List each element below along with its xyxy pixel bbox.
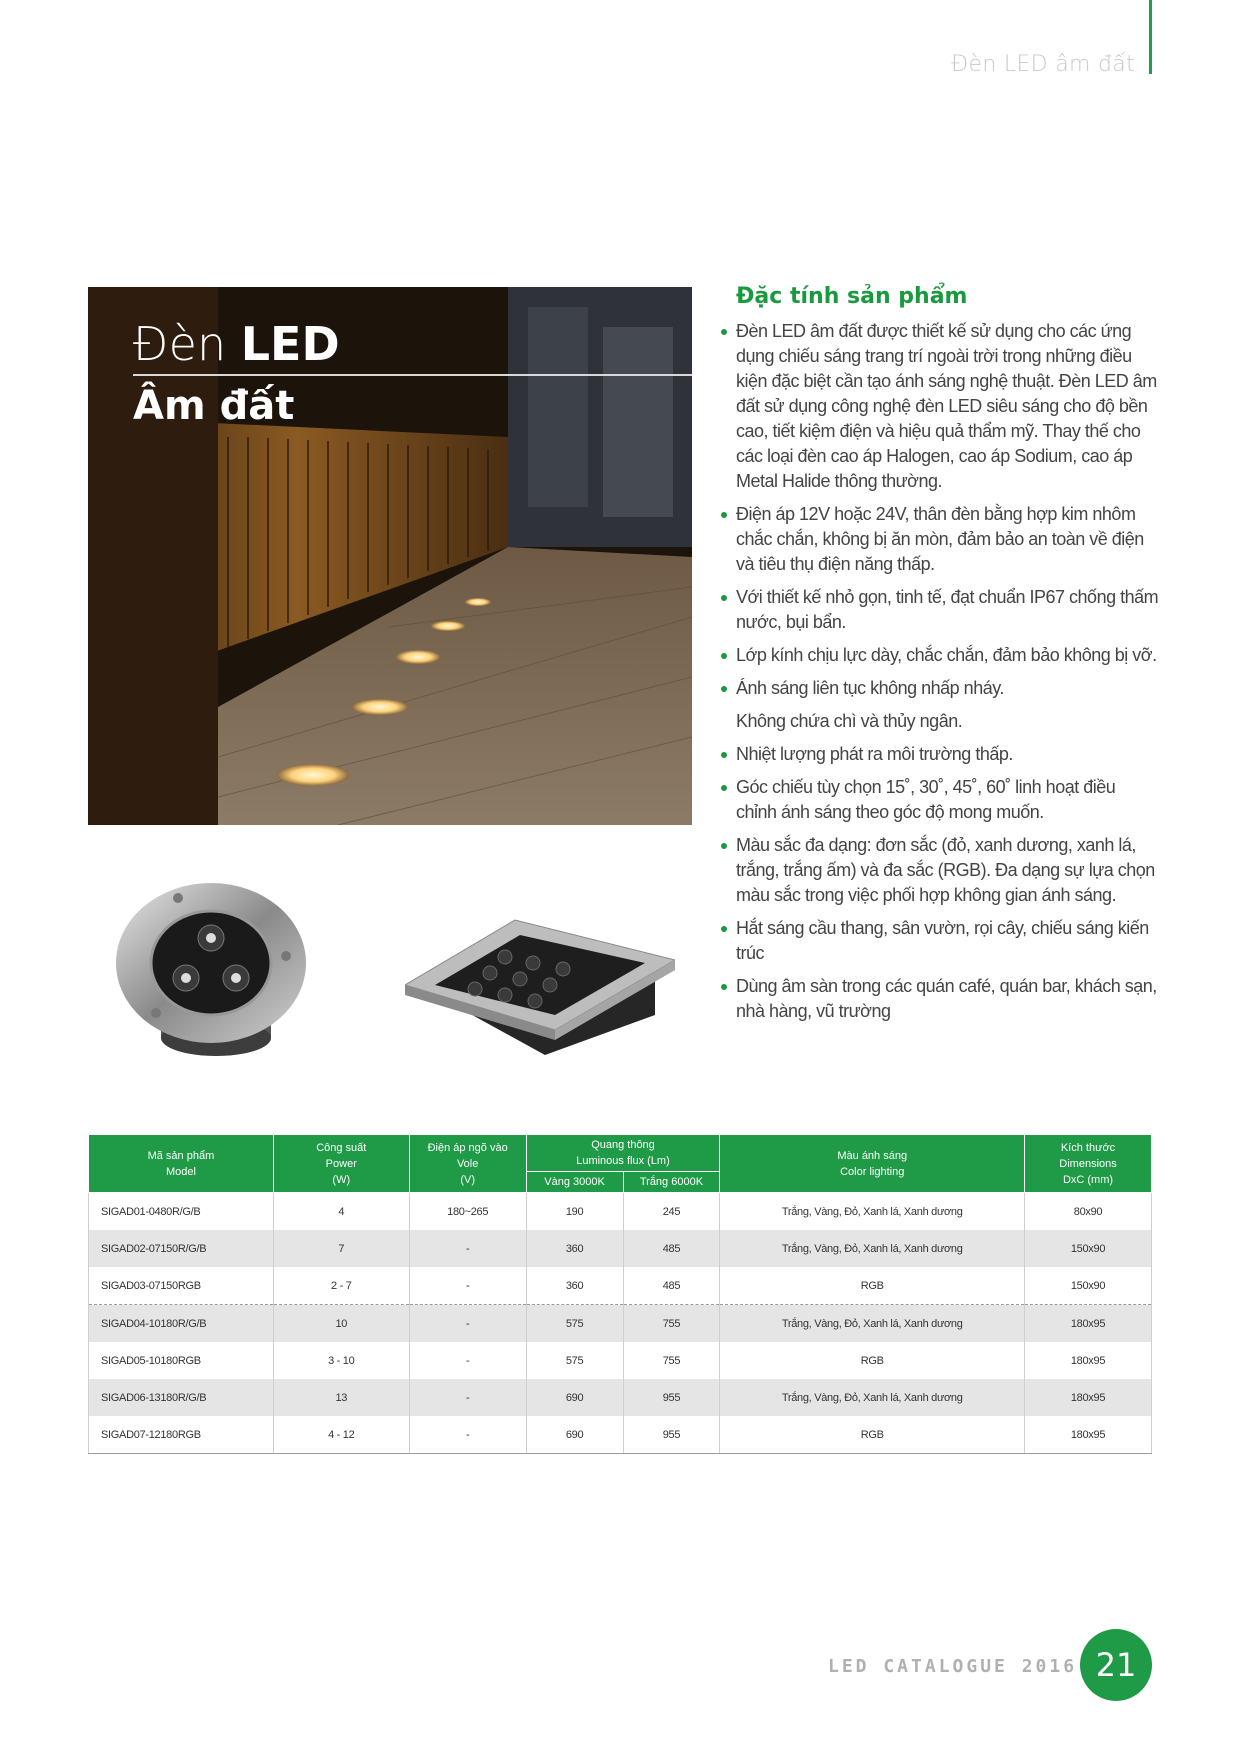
hero-title-light: Đèn [133, 317, 241, 371]
cell-flux-warm: 360 [526, 1230, 623, 1267]
cell-color: RGB [720, 1342, 1025, 1379]
header-flux-white: Trắng 6000K [623, 1172, 720, 1193]
header-dimensions: Kích thước Dimensions DxC (mm) [1025, 1135, 1152, 1193]
square-led-product-image [405, 905, 675, 1075]
cell-voltage: - [409, 1416, 526, 1454]
header-model: Mã sản phẩm Model [89, 1135, 274, 1193]
cell-dimensions: 180x95 [1025, 1379, 1152, 1416]
table-row [89, 1305, 1152, 1343]
cell-power: 10 [273, 1305, 409, 1343]
feature-item: Điện áp 12V hoặc 24V, thân đèn bằng hợp kim nhôm chắc chắn, không bị ăn mòn, đảm bảo an toàn về điện và tiêu thụ điện năng thấp. [719, 502, 1159, 577]
feature-item: Góc chiếu tùy chọn 15˚, 30˚, 45˚, 60˚ linh hoạt điều chỉnh ánh sáng theo góc độ mong muốn. [719, 775, 1159, 825]
cell-voltage: - [409, 1267, 526, 1305]
feature-item: Với thiết kế nhỏ gọn, tinh tế, đạt chuẩn IP67 chống thấm nước, bụi bẩn. [719, 585, 1159, 635]
cell-model: SIGAD07-12180RGB [89, 1416, 274, 1454]
catalogue-label: LED CATALOGUE 2016 [828, 1656, 1078, 1677]
cell-voltage: 180~265 [409, 1193, 526, 1231]
cell-color: RGB [720, 1416, 1025, 1454]
header-color: Màu ánh sáng Color lighting [720, 1135, 1025, 1193]
feature-item: Màu sắc đa dạng: đơn sắc (đỏ, xanh dương, xanh lá, trắng, trắng ấm) và đa sắc (RGB). Đa dạng sự lựa chọn màu sắc trong việc phối hợp không gian ánh sáng. [719, 833, 1159, 908]
table-row [89, 1416, 1152, 1454]
cell-color: Trắng, Vàng, Đỏ, Xanh lá, Xanh dương [720, 1230, 1025, 1267]
cell-dimensions: 80x90 [1025, 1193, 1152, 1231]
round-led-product-image [116, 878, 316, 1078]
cell-color: Trắng, Vàng, Đỏ, Xanh lá, Xanh dương [720, 1305, 1025, 1343]
cell-flux-white: 755 [623, 1342, 720, 1379]
cell-voltage: - [409, 1379, 526, 1416]
section-title: Đèn LED âm đất [951, 52, 1135, 77]
feature-item: Dùng âm sàn trong các quán café, quán bar, khách sạn, nhà hàng, vũ trường [719, 974, 1159, 1024]
cell-dimensions: 180x95 [1025, 1342, 1152, 1379]
cell-flux-white: 955 [623, 1379, 720, 1416]
header-accent-bar [1149, 0, 1152, 74]
product-features [719, 280, 1159, 1032]
hero-title-bold: LED [240, 317, 340, 371]
cell-model: SIGAD03-07150RGB [89, 1267, 274, 1305]
cell-flux-warm: 575 [526, 1342, 623, 1379]
header-voltage: Điện áp ngõ vào Vole (V) [409, 1135, 526, 1193]
cell-flux-white: 485 [623, 1230, 720, 1267]
cell-flux-white: 955 [623, 1416, 720, 1454]
header-power: Công suất Power (W) [273, 1135, 409, 1193]
cell-power: 4 [273, 1193, 409, 1231]
header-luminous-flux: Quang thông Luminous flux (Lm) [526, 1135, 720, 1172]
cell-dimensions: 180x95 [1025, 1416, 1152, 1454]
feature-item: Nhiệt lượng phát ra môi trường thấp. [719, 742, 1159, 767]
hero-title [133, 317, 340, 371]
cell-voltage: - [409, 1342, 526, 1379]
cell-voltage: - [409, 1230, 526, 1267]
cell-color: Trắng, Vàng, Đỏ, Xanh lá, Xanh dương [720, 1379, 1025, 1416]
cell-flux-warm: 360 [526, 1267, 623, 1305]
features-title: Đặc tính sản phẩm [736, 284, 968, 309]
cell-flux-white: 755 [623, 1305, 720, 1343]
hero-divider [133, 374, 692, 376]
page-number: 21 [1080, 1629, 1152, 1701]
feature-item: Hắt sáng cầu thang, sân vườn, rọi cây, chiếu sáng kiến trúc [719, 916, 1159, 966]
feature-item: Không chứa chì và thủy ngân. [736, 711, 963, 731]
cell-model: SIGAD02-07150R/G/B [89, 1230, 274, 1267]
table-row [89, 1193, 1152, 1231]
cell-power: 13 [273, 1379, 409, 1416]
cell-dimensions: 180x95 [1025, 1305, 1152, 1343]
spec-table [88, 1134, 1152, 1454]
cell-power: 4 - 12 [273, 1416, 409, 1454]
cell-model: SIGAD01-0480R/G/B [89, 1193, 274, 1231]
cell-flux-white: 245 [623, 1193, 720, 1231]
cell-flux-warm: 690 [526, 1379, 623, 1416]
cell-dimensions: 150x90 [1025, 1230, 1152, 1267]
cell-model: SIGAD06-13180R/G/B [89, 1379, 274, 1416]
cell-model: SIGAD04-10180R/G/B [89, 1305, 274, 1343]
cell-power: 7 [273, 1230, 409, 1267]
table-row [89, 1267, 1152, 1305]
cell-flux-warm: 190 [526, 1193, 623, 1231]
cell-flux-white: 485 [623, 1267, 720, 1305]
cell-color: RGB [720, 1267, 1025, 1305]
cell-dimensions: 150x90 [1025, 1267, 1152, 1305]
table-row [89, 1230, 1152, 1267]
cell-flux-warm: 690 [526, 1416, 623, 1454]
cell-power: 2 - 7 [273, 1267, 409, 1305]
cell-power: 3 - 10 [273, 1342, 409, 1379]
cell-flux-warm: 575 [526, 1305, 623, 1343]
table-row [89, 1379, 1152, 1416]
feature-item: Lớp kính chịu lực dày, chắc chắn, đảm bảo không bị vỡ. [719, 643, 1159, 668]
cell-model: SIGAD05-10180RGB [89, 1342, 274, 1379]
feature-item: Ánh sáng liên tục không nhấp nháy. [719, 676, 1159, 701]
feature-list [719, 319, 1159, 1024]
hero-photo [88, 287, 692, 825]
hero-subtitle: Âm đất [133, 383, 295, 429]
table-row [89, 1342, 1152, 1379]
cell-color: Trắng, Vàng, Đỏ, Xanh lá, Xanh dương [720, 1193, 1025, 1231]
feature-item: Đèn LED âm đất được thiết kế sử dụng cho các ứng dụng chiếu sáng trang trí ngoài trời trong những điều kiện đặc biệt cần tạo ánh sáng nghệ thuật. Đèn LED âm đất sử dụng công nghệ đèn LED siêu sáng cho độ bền cao, tiết kiệm điện và hiệu quả thẩm mỹ. Thay thế cho các loại đèn cao áp Halogen, cao áp Sodium, cao áp Metal Halide thông thường. [719, 319, 1159, 494]
header-flux-warm: Vàng 3000K [526, 1172, 623, 1193]
table-header-row [89, 1135, 1152, 1172]
cell-voltage: - [409, 1305, 526, 1343]
